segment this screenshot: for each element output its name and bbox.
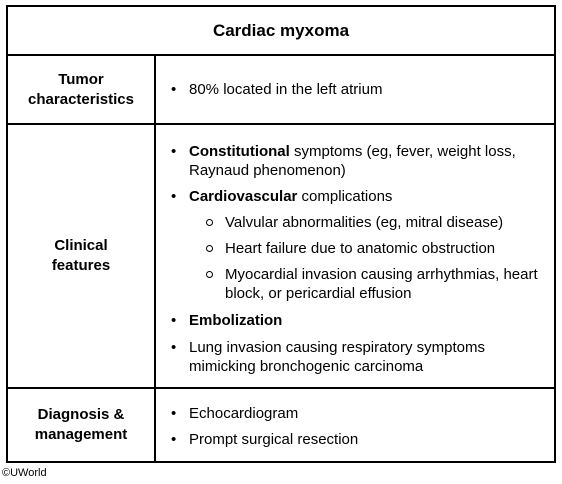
list-item-text: symptoms (eg, fever, weight loss, Raynaud phenomenon) bbox=[189, 143, 516, 179]
list-item bbox=[170, 430, 546, 449]
list-item bbox=[170, 80, 382, 99]
list-item-text: Echocardiogram bbox=[189, 405, 299, 422]
bullet-icon: • bbox=[171, 143, 177, 160]
list-item-text: 80% located in the left atrium bbox=[189, 81, 383, 98]
row-label-line2: features bbox=[51, 257, 111, 274]
list-item bbox=[170, 404, 546, 423]
sub-list-item-text: Myocardial invasion causing arrhythmias, heart block, or pericardial effusion bbox=[225, 266, 538, 302]
row-label-line2: characteristics bbox=[28, 90, 134, 108]
row-content bbox=[158, 56, 554, 123]
row-diagnosis-management bbox=[8, 389, 554, 461]
row-label bbox=[8, 125, 156, 387]
table-title: Cardiac myxoma bbox=[8, 7, 554, 56]
sub-list-item bbox=[170, 239, 546, 258]
list-item-bold: Constitutional bbox=[189, 143, 290, 160]
list-item bbox=[170, 338, 546, 376]
bullet-icon: • bbox=[171, 312, 177, 329]
list-item bbox=[170, 311, 546, 330]
list-item-bold: Cardiovascular bbox=[189, 188, 298, 205]
row-label-line1: Tumor bbox=[58, 70, 104, 88]
bullet-icon: • bbox=[171, 188, 177, 205]
row-label bbox=[8, 389, 156, 461]
list-item-text: Prompt surgical resection bbox=[189, 431, 359, 448]
cardiac-myxoma-table bbox=[6, 5, 556, 463]
copyright-notice: ©UWorld bbox=[2, 467, 47, 479]
bullet-icon: • bbox=[171, 405, 177, 422]
bullet-icon: • bbox=[171, 431, 177, 448]
row-label-line2: management bbox=[34, 426, 128, 443]
sub-list-item bbox=[170, 265, 546, 303]
bullet-icon: • bbox=[171, 339, 177, 356]
circle-bullet-icon bbox=[206, 271, 213, 278]
row-label-line1: Diagnosis & bbox=[37, 406, 125, 423]
list-item-bold: Embolization bbox=[189, 312, 283, 329]
list-item-text: Lung invasion causing respiratory symptoms mimicking bronchogenic carcinoma bbox=[189, 339, 485, 375]
row-content bbox=[158, 389, 554, 461]
row-label bbox=[8, 56, 156, 123]
bullet-icon: • bbox=[171, 81, 177, 98]
sub-list-item-text: Heart failure due to anatomic obstruction bbox=[225, 240, 496, 257]
circle-bullet-icon bbox=[206, 219, 213, 226]
sub-list-item bbox=[170, 213, 546, 232]
row-clinical-features bbox=[8, 125, 554, 389]
list-item bbox=[170, 187, 546, 206]
list-item bbox=[170, 142, 546, 180]
list-item-text: complications bbox=[297, 188, 393, 205]
circle-bullet-icon bbox=[206, 245, 213, 252]
row-label-line1: Clinical bbox=[54, 237, 108, 254]
row-tumor-characteristics bbox=[8, 56, 554, 125]
sub-list-item-text: Valvular abnormalities (eg, mitral disease) bbox=[225, 214, 504, 231]
row-content bbox=[158, 125, 554, 387]
